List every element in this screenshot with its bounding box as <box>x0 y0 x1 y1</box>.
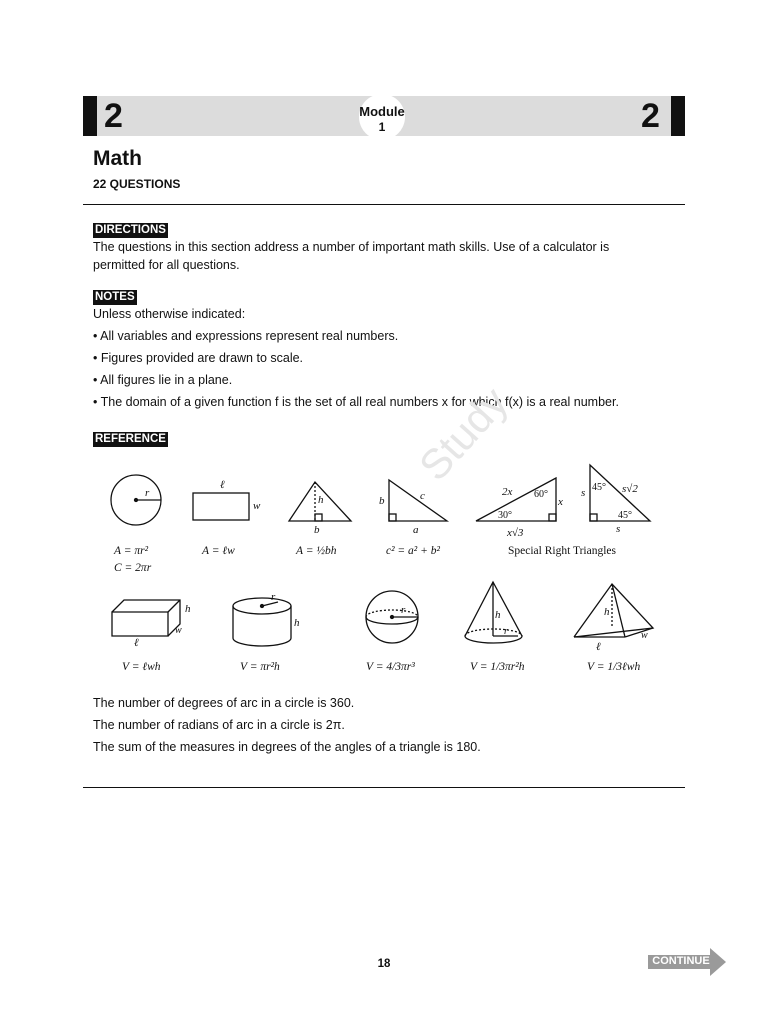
formula-cylinder-volume: V = πr²h <box>240 661 280 673</box>
watermark: Study <box>409 378 517 490</box>
module-number: 1 <box>378 120 386 134</box>
svg-text:h: h <box>495 609 501 621</box>
section-number-right: 2 <box>641 97 660 135</box>
svg-text:h: h <box>185 603 191 615</box>
svg-text:45°: 45° <box>618 510 632 521</box>
right-triangle-figure <box>379 480 447 536</box>
pyramid-figure <box>574 584 653 653</box>
fact-radians: The number of radians of arc in a circle is 2π. <box>93 718 345 732</box>
formula-triangle-area: A = ½bh <box>296 545 337 557</box>
cone-figure <box>465 582 522 643</box>
svg-text:s√2: s√2 <box>622 483 638 495</box>
note-item: • Figures provided are drawn to scale. <box>93 351 304 365</box>
svg-text:h: h <box>318 494 324 506</box>
page-title: Math <box>93 147 142 170</box>
rectangular-prism-figure <box>112 600 191 649</box>
svg-text:w: w <box>253 500 261 512</box>
directions-label: DIRECTIONS <box>95 224 166 236</box>
svg-text:h: h <box>294 617 300 629</box>
formula-prism-volume: V = ℓwh <box>122 661 161 673</box>
fact-triangle-sum: The sum of the measures in degrees of the angles of a triangle is 180. <box>93 740 481 754</box>
svg-text:ℓ: ℓ <box>134 637 139 649</box>
svg-text:a: a <box>413 524 419 536</box>
header-right-edge <box>671 96 685 136</box>
special-triangle-45-45-90 <box>581 465 650 535</box>
svg-text:b: b <box>379 495 385 507</box>
formula-rectangle-area: A = ℓw <box>202 545 235 557</box>
svg-text:w: w <box>175 625 182 636</box>
svg-text:60°: 60° <box>534 489 548 500</box>
svg-text:x√3: x√3 <box>507 527 524 539</box>
reference-figures <box>100 460 660 685</box>
svg-text:r: r <box>271 591 276 603</box>
sphere-figure <box>366 591 418 643</box>
svg-text:2x: 2x <box>502 486 513 498</box>
svg-text:ℓ: ℓ <box>596 641 601 653</box>
svg-text:r: r <box>504 626 508 637</box>
directions-text: The questions in this section address a number of important math skills. Use of a calculator is permitted for all questions. <box>93 240 610 272</box>
svg-text:r: r <box>145 487 150 499</box>
formula-circle-area: A = πr² <box>114 545 149 557</box>
formula-cone-volume: V = 1/3πr²h <box>470 661 525 673</box>
circle-figure <box>111 475 161 525</box>
top-divider <box>83 204 685 205</box>
notes-intro: Unless otherwise indicated: <box>93 307 246 321</box>
svg-text:45°: 45° <box>592 482 606 493</box>
fact-degrees: The number of degrees of arc in a circle is 360. <box>93 696 355 710</box>
notes-label: NOTES <box>95 291 135 303</box>
formula-pythagorean: c² = a² + b² <box>386 545 440 557</box>
svg-text:s: s <box>581 487 586 499</box>
bottom-divider <box>83 787 685 788</box>
svg-text:x: x <box>558 496 563 508</box>
special-triangle-30-60-90 <box>476 478 563 539</box>
formula-pyramid-volume: V = 1/3ℓwh <box>587 661 641 673</box>
note-item: • The domain of a given function f is the set of all real numbers x for which f(x) is a real number. <box>93 395 619 409</box>
section-number-left: 2 <box>104 97 123 135</box>
svg-text:b: b <box>314 524 320 536</box>
header-left-edge <box>83 96 97 136</box>
formula-sphere-volume: V = 4/3πr³ <box>366 661 415 673</box>
reference-label: REFERENCE <box>95 433 166 445</box>
formula-circumference: C = 2πr <box>114 562 152 574</box>
triangle-figure <box>289 482 351 536</box>
cylinder-figure <box>233 591 300 646</box>
svg-text:s: s <box>616 523 621 535</box>
svg-text:h: h <box>604 606 610 618</box>
continue-button[interactable]: CONTINUE <box>652 955 710 967</box>
note-item: • All figures lie in a plane. <box>93 373 233 387</box>
rectangle-figure <box>193 479 261 520</box>
note-item: • All variables and expressions represent real numbers. <box>93 329 399 343</box>
svg-text:ℓ: ℓ <box>220 479 225 491</box>
question-count: 22 QUESTIONS <box>93 177 181 191</box>
svg-text:r: r <box>401 604 406 616</box>
special-right-triangles-label: Special Right Triangles <box>508 545 616 557</box>
svg-text:30°: 30° <box>498 510 512 521</box>
svg-text:c: c <box>420 490 425 502</box>
module-label: Module <box>359 104 405 119</box>
svg-text:w: w <box>641 630 648 641</box>
page-number: 18 <box>377 958 391 970</box>
